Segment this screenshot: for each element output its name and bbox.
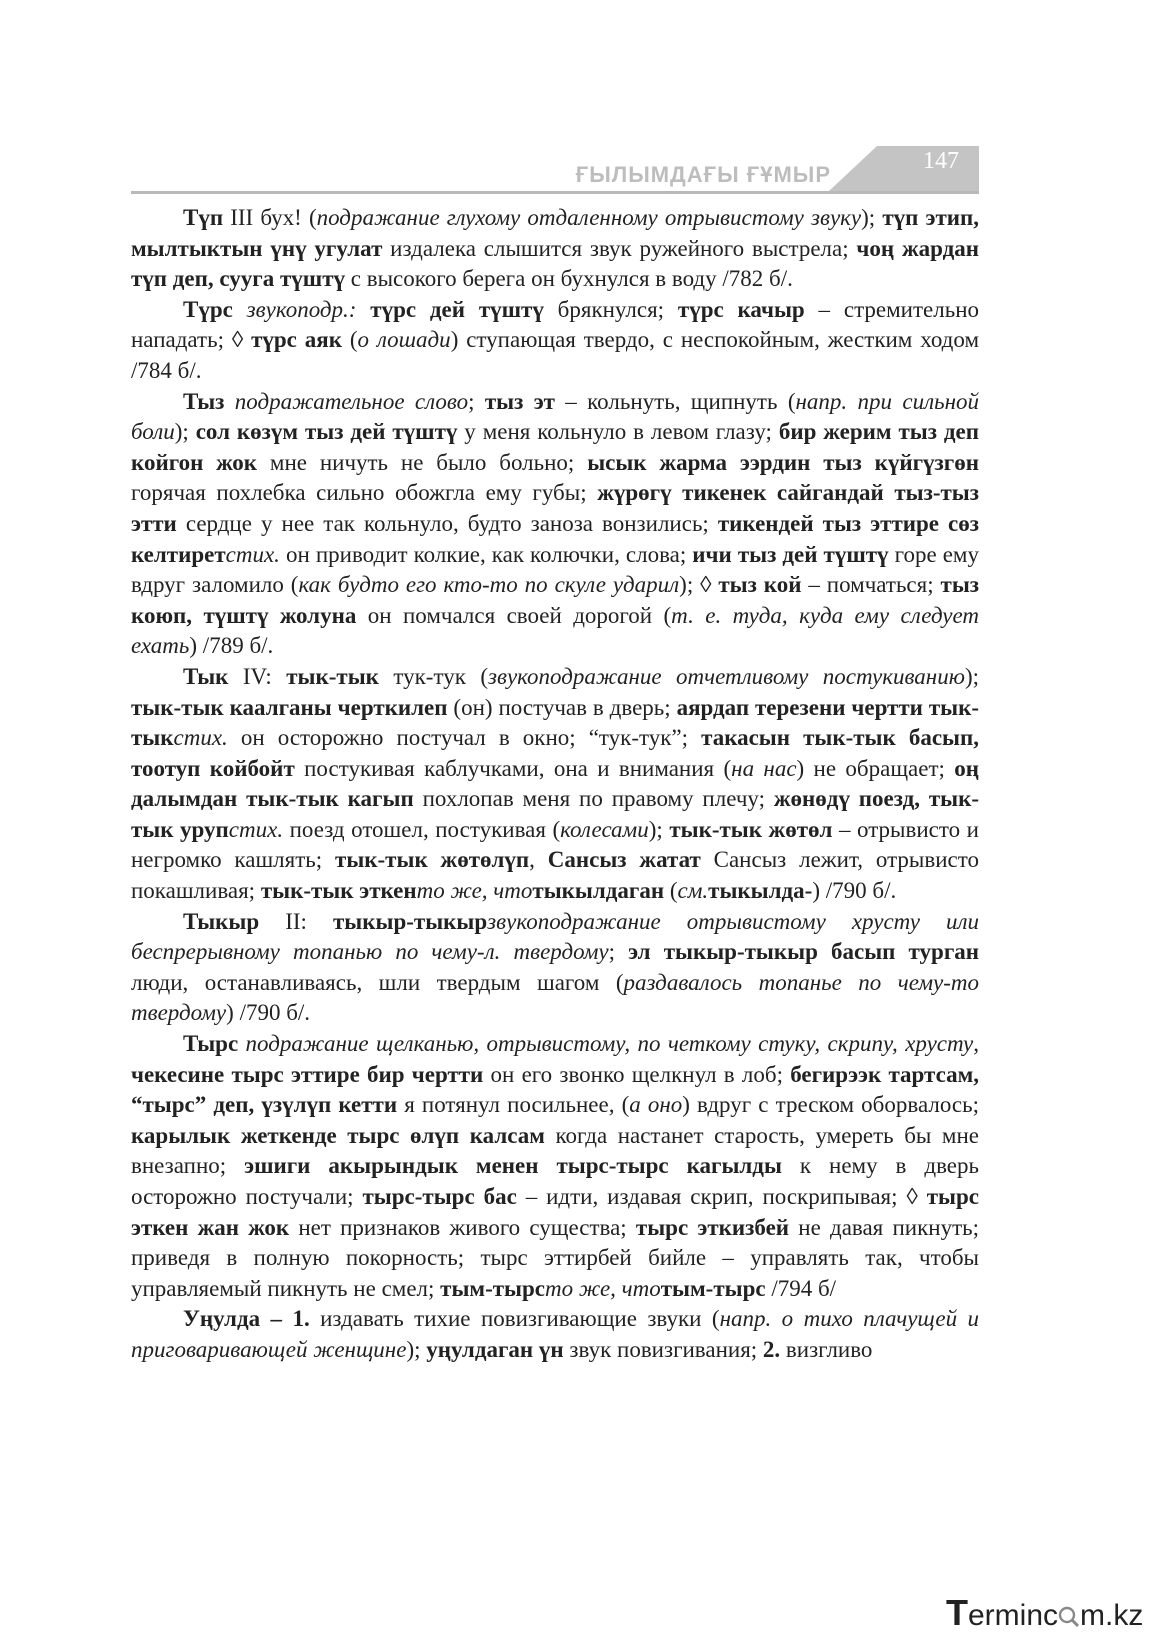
dictionary-entry — [131, 295, 979, 387]
headword-text: чоң жардан түп деп, сууга түштү — [131, 235, 979, 292]
entry-text: IV: — [228, 663, 287, 689]
italic-note: подражательное слово — [234, 388, 469, 414]
entry-text: ); — [174, 419, 196, 445]
italic-note: то же, что — [545, 1275, 661, 1301]
headword-text: эшиги акырындык менен тырс-тырс кагылды — [244, 1153, 782, 1179]
running-header — [131, 146, 979, 196]
header-title: ҒЫЛЫМДАҒЫ ҒҰМЫР — [575, 162, 831, 187]
entry-text: ) /789 б/. — [189, 633, 274, 659]
entry-text: ) /790 б/. — [226, 1000, 311, 1026]
headword-text: Сансыз жатат — [547, 847, 701, 873]
entry-text: (он) постучав в дверь; — [447, 694, 677, 720]
entry-text: мне ничуть не было больно; — [257, 449, 588, 475]
italic-note: звукоподражание отрывистому хрусту или беспрерывному топанью по чему-л. твердому — [131, 908, 980, 965]
entry-text — [356, 297, 370, 322]
watermark-prefix: T — [946, 1592, 968, 1633]
entry-text: – помчаться; — [801, 572, 941, 598]
headword-text: тыз эт — [484, 388, 555, 414]
italic-note: а оно — [629, 1092, 683, 1118]
headword-text: сол көзүм тыз дей түштү — [195, 419, 458, 445]
entry-text: , — [529, 847, 548, 873]
headword-text: Түрс — [183, 296, 233, 322]
entry-text: не давая пикнуть; приведя в полную покорность; тырс эттирбей бийле – управлять так, чтобы управляемый пикнуть не смел; — [131, 1214, 979, 1301]
entry-text — [238, 1031, 245, 1056]
entry-text: , — [973, 1031, 980, 1057]
italic-note: то же, что — [416, 878, 533, 904]
headword-text: тырс эткизбей — [635, 1214, 790, 1240]
dictionary-entry — [131, 907, 979, 1029]
headword-text: жүрөгү тикенек сайгандай тыз-тыз этти — [131, 480, 979, 536]
headword-text: ичи тыз дей түштү — [692, 541, 889, 567]
entry-text: звук повизгивания; — [563, 1336, 763, 1362]
entry-text: с высокого берега он бухнулся в воду /782 б/. — [345, 266, 793, 292]
italic-note: стих. — [225, 541, 280, 567]
entry-text: издавать тихие повизгивающие звуки ( — [309, 1306, 720, 1332]
headword-text: тык-тык жөтөлүп — [335, 847, 530, 873]
entry-text: ); ◊ — [679, 572, 719, 598]
entry-text: брякнулся; — [543, 296, 678, 322]
entry-text: он осторожно постучал в окно; “тук-тук”; — [227, 725, 702, 751]
italic-note: т. е. туда, куда ему следует ехать — [131, 602, 979, 659]
dictionary-entry — [131, 662, 979, 907]
entry-text: нет признаков живого существа; — [289, 1214, 636, 1240]
header-rule — [131, 191, 979, 194]
entry-text: III бух! ( — [223, 205, 317, 230]
entry-text: горе ему вдруг заломило ( — [131, 541, 979, 598]
entry-text: я потянул посильнее, ( — [397, 1092, 630, 1118]
headword-text: тым-тырс — [660, 1275, 766, 1301]
headword-text: тык-тык каалганы черткилеп — [131, 694, 448, 720]
italic-note: подражание глухому отдаленному отрывистому звуку — [316, 205, 862, 230]
headword-text: чекесине тырс эттире бир чертти — [131, 1061, 484, 1087]
headword-text: Түп — [183, 205, 224, 230]
watermark-middle: erminc — [968, 1599, 1059, 1632]
italic-note: стих. — [228, 816, 284, 842]
italic-note: напр. о тихо плачущей и приговаривающей женщине — [131, 1306, 979, 1362]
headword-text: тырс-тырс бас — [362, 1184, 517, 1209]
page-number: 147 — [923, 148, 959, 174]
entry-text: ) ступающая твердо, с неспокойным, жестким ходом /784 б/. — [131, 327, 980, 383]
italic-note: колесами — [560, 816, 649, 842]
entry-text: – стремительно нападать; ◊ — [131, 296, 980, 353]
entry-text: ); — [964, 663, 980, 689]
headword-text: тым-тырс — [440, 1275, 545, 1301]
entry-text: когда настанет старость, умереть бы мне внезапно; — [131, 1122, 979, 1179]
headword-text: оң далымдан тык-тык кагып — [131, 755, 980, 812]
headword-text: тикендей тыз эттире сөз келтирет — [131, 510, 979, 567]
headword-text: Тык — [183, 663, 229, 689]
entry-text: тук-тук ( — [378, 663, 488, 689]
entry-text: сердце у нее так кольнуло, будто заноза вонзились; — [176, 510, 718, 536]
headword-text: такасын тык-тык басып, тоотуп койбойт — [131, 725, 979, 781]
entry-text: II: — [259, 908, 333, 934]
entry-text — [233, 297, 247, 322]
entry-text: /794 б/ — [765, 1275, 837, 1301]
headword-text: аярдап терезени чертти тык-тык — [131, 694, 979, 751]
headword-text: бир жерим тыз деп койгон жок — [131, 419, 980, 475]
entry-text: издалека слышится звук ружейного выстрела; — [382, 235, 857, 261]
entry-text: у меня кольнуло в левом глазу; — [457, 419, 779, 445]
headword-text: тыкыр-тыкыр — [332, 908, 488, 934]
italic-note: стих. — [173, 725, 228, 751]
dictionary-entry — [131, 387, 979, 662]
headword-text: түп этип, мылтыктын үнү угулат — [131, 205, 979, 261]
entry-text: он приводит колкие, как колючки, слова; — [279, 541, 693, 567]
entry-text: поезд отошел, постукивая ( — [283, 816, 561, 842]
headword-text: тыз коюп, түштү жолуна — [131, 572, 980, 628]
italic-note: звукоподр.: — [246, 296, 357, 322]
entry-text: к нему в дверь осторожно постучали; — [131, 1153, 979, 1209]
headword-text: тыкылда- — [708, 878, 813, 904]
dictionary-entry — [131, 1029, 979, 1304]
headword-text: тыз кой — [718, 572, 802, 598]
entry-text: горячая похлебка сильно обожгла ему губы; — [131, 480, 598, 506]
entry-text: ; — [468, 388, 485, 414]
entry-text: ); — [648, 816, 670, 842]
headword-text: ысык жарма ээрдин тыз күйгүзгөн — [587, 449, 979, 475]
headword-text: Тыкыр — [183, 908, 260, 934]
entry-text: похлопав меня по правому плечу; — [413, 786, 774, 812]
entry-text: ; — [608, 939, 629, 965]
headword-text: түрс качыр — [677, 296, 805, 322]
headword-text: түрс дей түштү — [370, 296, 544, 322]
headword-text: эл тыкыр-тыкыр басып турган — [628, 939, 980, 965]
headword-text: тык-тык — [286, 663, 379, 689]
headword-text: тырс эткен жан жок — [131, 1184, 979, 1240]
entry-text: ); — [861, 205, 883, 230]
dictionary-entries — [131, 203, 979, 1366]
italic-note: подражание щелканью, отрывистому, по четкому стуку, скрипу, хрусту — [245, 1031, 974, 1057]
headword-text: Тыз — [183, 388, 225, 414]
headword-text: тык-тык жөтөл — [669, 816, 833, 842]
headword-text: 2. — [762, 1336, 781, 1362]
entry-text: ( — [664, 878, 678, 904]
headword-text: тыкылдаган — [532, 878, 665, 904]
headword-text: Уңулда – 1. — [183, 1306, 310, 1332]
entry-text: Сансыз лежит, отрывисто покашливая; — [131, 847, 980, 904]
headword-text: жөнөдү поезд, тык-тык уруп — [131, 786, 980, 842]
entry-text: ( — [341, 327, 358, 353]
entry-text: он его звонко щелкнул в лоб; — [483, 1061, 791, 1087]
italic-note: о лошади — [357, 327, 451, 353]
italic-note: на нас — [731, 755, 797, 781]
entry-text: постукивая каблучками, она и внимания ( — [294, 755, 732, 781]
italic-note: звукоподражание отчетливому постукиванию — [487, 663, 965, 689]
headword-text: түрс аяк — [251, 327, 342, 353]
italic-note: напр. при сильной боли — [131, 388, 979, 445]
entry-text: люди, останавливаясь, шли твердым шагом ( — [131, 969, 624, 995]
headword-text: карылык жеткенде тырс өлүп калсам — [131, 1122, 545, 1148]
italic-note: раздавалось топанье по чему-то твердому — [131, 969, 979, 1026]
entry-text: ) /790 б/. — [812, 878, 897, 904]
entry-text: ) не обращает; — [796, 755, 955, 781]
entry-text: – кольнуть, щипнуть ( — [554, 388, 796, 414]
entry-text: ) вдруг с треском оборвалось; — [682, 1092, 979, 1118]
dictionary-entry — [131, 203, 979, 295]
headword-text: бегирээк тартсам, “тырс” деп, үзүлүп кетти — [131, 1061, 980, 1118]
dictionary-entry — [131, 1304, 979, 1365]
entry-text: он помчался своей дорогой ( — [356, 602, 672, 628]
watermark-suffix: m.kz — [1080, 1599, 1144, 1632]
entry-text — [224, 389, 234, 414]
headword-text: тык-тык эткен — [260, 878, 417, 904]
headword-text: Тырс — [183, 1031, 239, 1057]
headword-text: уңулдаган үн — [426, 1336, 564, 1362]
italic-note: см. — [677, 878, 709, 904]
entry-text: – отрывисто и негромко кашлять; — [131, 816, 979, 873]
entry-text: визгливо — [780, 1336, 873, 1362]
watermark-logo — [946, 1592, 1143, 1634]
entry-text: – идти, издавая скрип, поскрипывая; ◊ — [516, 1184, 927, 1209]
search-icon — [1058, 1604, 1080, 1628]
entry-text: ); — [406, 1336, 427, 1362]
italic-note: как будто его кто-то по скуле ударил — [298, 572, 680, 598]
